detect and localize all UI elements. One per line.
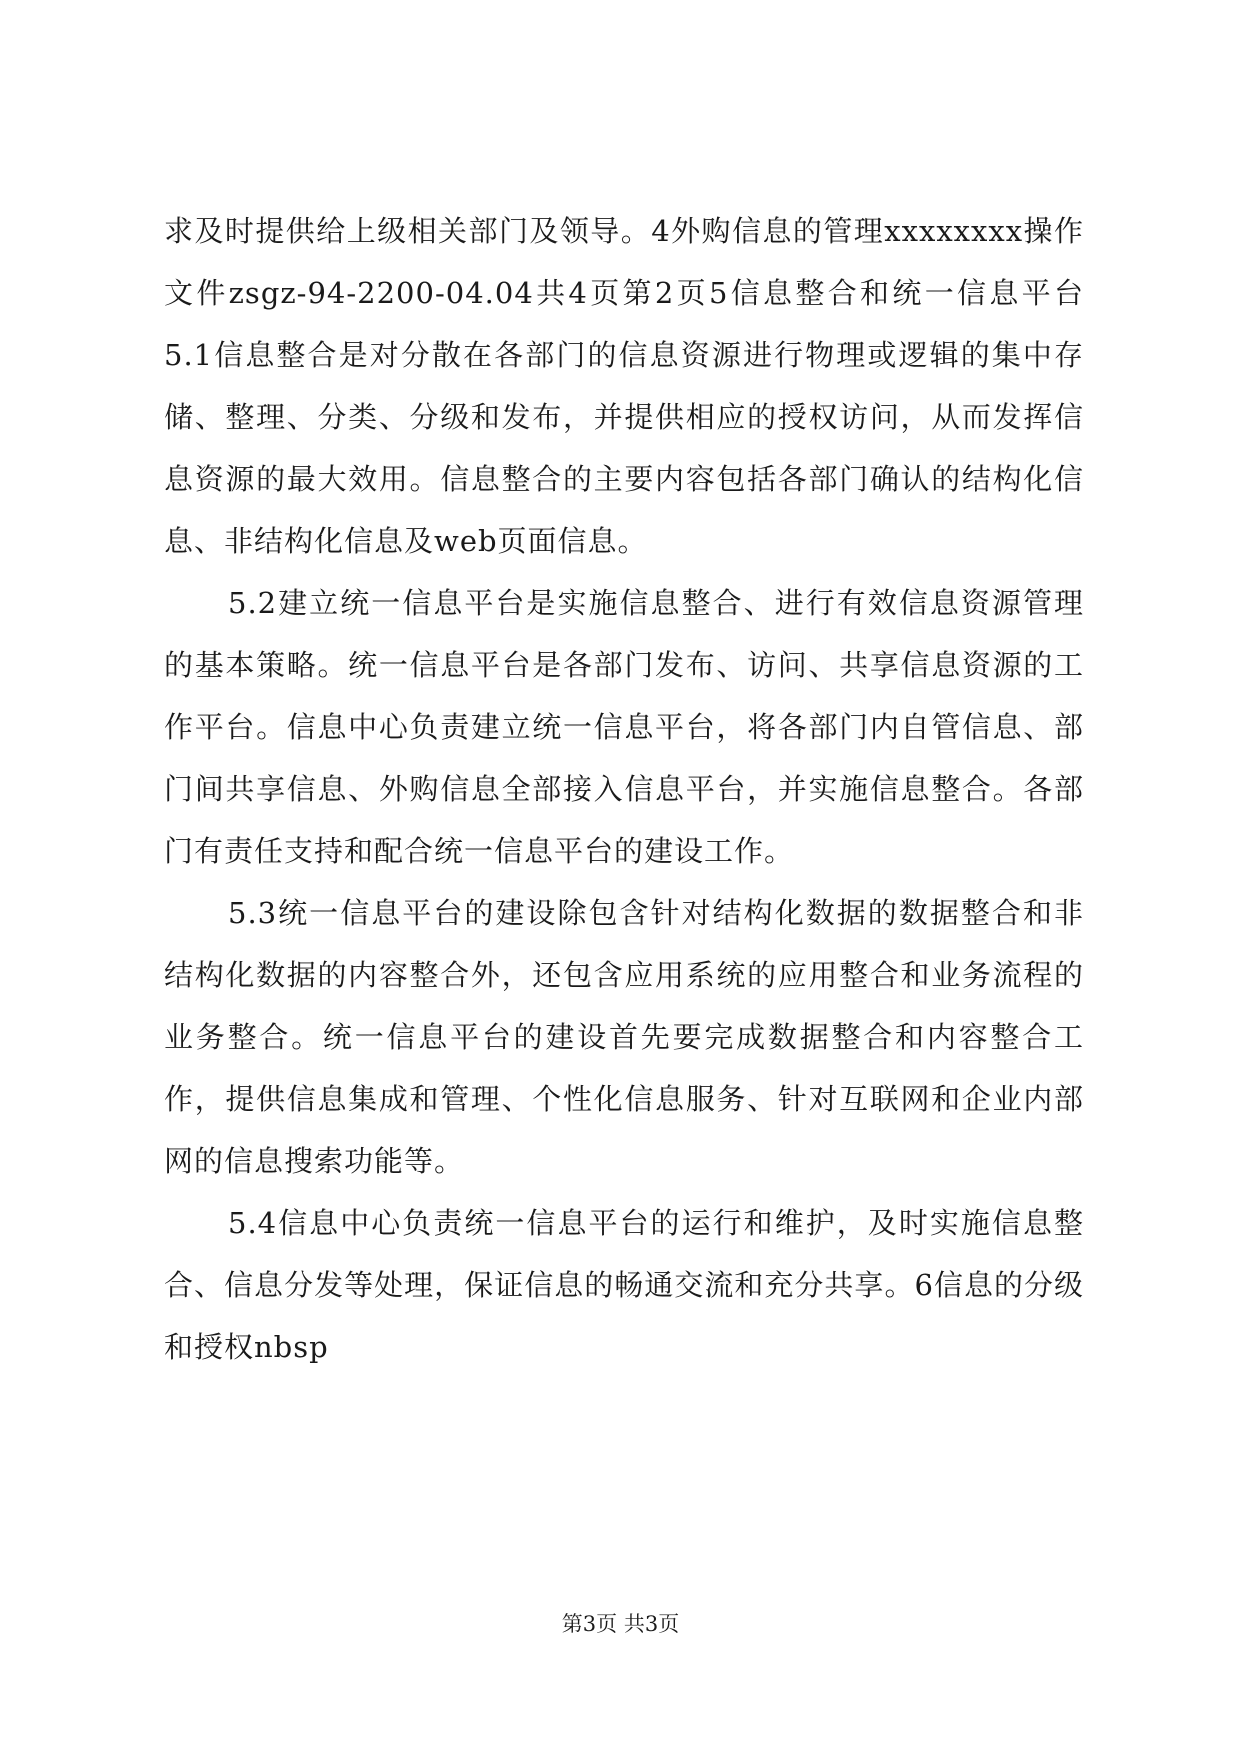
paragraph-2: 5.2建立统一信息平台是实施信息整合、进行有效信息资源管理的基本策略。统一信息平台是各部门发布、访问、共享信息资源的工作平台。信息中心负责建立统一信息平台，将各部门内自管信息、部门间共享信息、外购信息全部接入信息平台，并实施信息整合。各部门有责任支持和配合统一信息平台的建设工作。 <box>164 586 1084 868</box>
paragraph-3: 5.3统一信息平台的建设除包含针对结构化数据的数据整合和非结构化数据的内容整合外，还包含应用系统的应用整合和业务流程的业务整合。统一信息平台的建设首先要完成数据整合和内容整合工作，提供信息集成和管理、个性化信息服务、针对互联网和企业内部网的信息搜索功能等。 <box>164 896 1084 1178</box>
paragraph-1: 求及时提供给上级相关部门及领导。4外购信息的管理xxxxxxxx操作文件zsgz-94-2200-04.04共4页第2页5信息整合和统一信息平台5.1信息整合是对分散在各部门的信息资源进行物理或逻辑的集中存储、整理、分类、分级和发布，并提供相应的授权访问，从而发挥信息资源的最大效用。信息整合的主要内容包括各部门确认的结构化信息、非结构化信息及web页面信息。 <box>164 214 1084 558</box>
page-footer: 第3页 共3页 <box>561 1612 680 1636</box>
paragraph-4: 5.4信息中心负责统一信息平台的运行和维护，及时实施信息整合、信息分发等处理，保证信息的畅通交流和充分共享。6信息的分级和授权nbsp <box>164 1206 1084 1364</box>
document-body <box>164 200 1084 1378</box>
